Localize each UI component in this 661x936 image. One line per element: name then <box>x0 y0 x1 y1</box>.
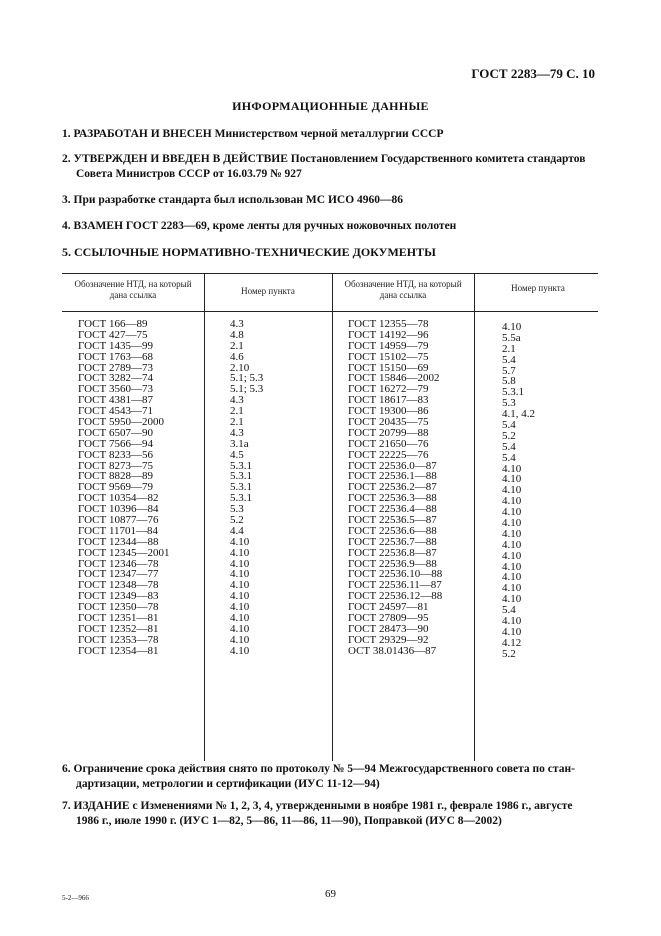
table-cell-doc: ГОСТ 10354—82 <box>78 492 159 505</box>
right-doc-column <box>348 319 442 657</box>
item-4: 4. ВЗАМЕН ГОСТ 2283—69, кроме ленты для ручных ножовочных полотен <box>62 220 457 232</box>
table-cell-point: 4.10 <box>502 527 522 540</box>
table-cell-doc: ГОСТ 10877—76 <box>78 514 159 527</box>
table-cell-doc: ГОСТ 15102—75 <box>348 350 429 363</box>
table-cell-doc: ГОСТ 20799—88 <box>348 426 429 439</box>
table-cell-point: 2.1 <box>230 405 244 418</box>
item-1: 1. РАЗРАБОТАН И ВНЕСЕН Министерством черной металлургии СССР <box>62 128 444 140</box>
table-cell-point: 5.3.1 <box>502 386 524 399</box>
table-cell-doc: ОСТ 38.01436—87 <box>348 644 437 657</box>
table-cell-doc: ГОСТ 22536.5—87 <box>348 514 437 527</box>
table-cell-doc: ГОСТ 4543—71 <box>78 405 153 418</box>
table-cell-doc: ГОСТ 14959—79 <box>348 339 429 352</box>
table-cell-doc: ГОСТ 20435—75 <box>348 416 429 429</box>
table-cell-doc: ГОСТ 12353—78 <box>78 633 159 646</box>
document-code-header: ГОСТ 2283—79 С. 10 <box>471 66 595 81</box>
table-cell-point: 4.6 <box>230 350 244 363</box>
table-cell-doc: ГОСТ 18617—83 <box>348 394 429 407</box>
table-cell-doc: ГОСТ 8828—89 <box>78 470 153 483</box>
table-cell-doc: ГОСТ 22536.0—87 <box>348 459 437 472</box>
table-top-rule <box>62 273 598 274</box>
section-title: ИНФОРМАЦИОННЫЕ ДАННЫЕ <box>232 99 429 113</box>
table-cell-doc: ГОСТ 12344—88 <box>78 535 159 548</box>
table-cell-point: 3.1а <box>230 437 249 450</box>
table-cell-point: 4.10 <box>502 549 522 562</box>
table-cell-point: 4.10 <box>502 517 522 530</box>
table-header-rule <box>62 311 598 312</box>
table-cell-doc: ГОСТ 9569—79 <box>78 481 153 494</box>
table-cell-point: 5.2 <box>502 429 516 442</box>
item-2: 2. УТВЕРЖДЕН И ВВЕДЕН В ДЕЙСТВИЕ Постановлением Государственного комитета стандартов Совета Министров СССР от 16.03.79 № 927 <box>62 153 586 180</box>
table-cell-point: 5.4 <box>502 419 516 432</box>
table-cell-point: 4.1, 4.2 <box>502 408 535 421</box>
table-cell-doc: ГОСТ 1435—99 <box>78 339 153 352</box>
table-cell-point: 4.10 <box>502 321 522 333</box>
table-cell-point: 4.10 <box>502 462 522 475</box>
right-point-column <box>502 322 535 660</box>
table-cell-doc: ГОСТ 22225—76 <box>348 448 429 461</box>
table-cell-doc: ГОСТ 16272—79 <box>348 383 429 396</box>
table-cell-doc: ГОСТ 12347—77 <box>78 568 159 581</box>
table-cell-doc: ГОСТ 5950—2000 <box>78 416 164 429</box>
table-cell-point: 4.10 <box>502 593 522 606</box>
table-cell-point: 4.10 <box>502 615 522 628</box>
table-cell-doc: ГОСТ 166—89 <box>78 318 148 330</box>
left-point-column <box>230 319 263 657</box>
table-cell-point: 2.1 <box>230 339 244 352</box>
table-cell-point: 5.5а <box>502 331 521 344</box>
header-point-left: Номер пункта <box>241 286 295 296</box>
table-cell-doc: ГОСТ 22536.11—87 <box>348 579 442 592</box>
table-cell-doc: ГОСТ 3282—74 <box>78 372 153 385</box>
table-cell-doc: ГОСТ 4381—87 <box>78 394 153 407</box>
table-cell-point: 4.10 <box>502 582 522 595</box>
table-cell-point: 5.4 <box>502 604 516 617</box>
table-cell-point: 4.10 <box>502 495 522 508</box>
table-cell-doc: ГОСТ 8233—56 <box>78 448 153 461</box>
table-cell-doc: ГОСТ 15846—2002 <box>348 372 440 385</box>
table-cell-point: 2.1 <box>502 342 516 355</box>
table-cell-point: 4.10 <box>230 633 250 646</box>
table-cell-point: 4.10 <box>502 625 522 638</box>
table-cell-doc: ГОСТ 6507—90 <box>78 426 153 439</box>
table-cell-point: 5.3.1 <box>230 492 252 505</box>
table-cell-doc: ГОСТ 21650—76 <box>348 437 429 450</box>
table-cell-doc: ГОСТ 22536.9—88 <box>348 557 437 570</box>
column-divider <box>332 273 333 761</box>
table-cell-point: 4.10 <box>230 590 250 603</box>
table-cell-doc: ГОСТ 27809—95 <box>348 612 429 625</box>
item-5: 5. ССЫЛОЧНЫЕ НОРМАТИВНО-ТЕХНИЧЕСКИЕ ДОКУМЕНТЫ <box>62 245 436 259</box>
table-cell-doc: ГОСТ 427—75 <box>78 328 148 341</box>
table-cell-doc: ГОСТ 22536.12—88 <box>348 590 443 603</box>
table-cell-point: 4.10 <box>230 546 250 559</box>
table-cell-point: 2.1 <box>230 416 244 429</box>
table-cell-point: 4.4 <box>230 524 244 537</box>
column-divider <box>204 273 205 761</box>
table-cell-doc: ГОСТ 22536.10—88 <box>348 568 443 581</box>
table-cell-point: 4.10 <box>230 612 250 625</box>
table-cell-point: 4.5 <box>230 448 244 461</box>
table-cell-point: 4.10 <box>502 473 522 486</box>
table-cell-point: 4.3 <box>230 394 244 407</box>
table-cell-doc: ГОСТ 12346—78 <box>78 557 159 570</box>
table-cell-point: 5.3 <box>230 503 244 516</box>
table-cell-point: 4.10 <box>502 506 522 519</box>
table-cell-point: 5.3 <box>502 397 516 410</box>
table-cell-point: 5.4 <box>502 451 516 464</box>
table-cell-point: 5.4 <box>502 440 516 453</box>
table-cell-doc: ГОСТ 12349—83 <box>78 590 159 603</box>
table-cell-doc: ГОСТ 7566—94 <box>78 437 153 450</box>
table-cell-doc: ГОСТ 22536.7—88 <box>348 535 437 548</box>
table-cell-point: 4.10 <box>502 484 522 497</box>
table-cell-doc: ГОСТ 22536.6—88 <box>348 524 437 537</box>
table-cell-point: 4.10 <box>230 622 250 635</box>
table-cell-doc: ГОСТ 2789—73 <box>78 361 153 374</box>
table-cell-point: 4.8 <box>230 328 244 341</box>
table-cell-doc: ГОСТ 12352—81 <box>78 622 159 635</box>
table-cell-doc: ГОСТ 22536.3—88 <box>348 492 437 505</box>
table-cell-doc: ГОСТ 8273—75 <box>78 459 153 472</box>
table-cell-doc: ГОСТ 12348—78 <box>78 579 159 592</box>
table-cell-doc: ГОСТ 12350—78 <box>78 601 159 614</box>
table-cell-point: 5.2 <box>502 647 516 660</box>
table-cell-point: 5.1; 5.3 <box>230 372 264 385</box>
table-cell-point: 4.10 <box>230 579 250 592</box>
table-cell-point: 4.3 <box>230 426 244 439</box>
header-doc-right: Обозначение НТД, на который дана ссылка <box>344 279 462 300</box>
table-cell-doc: ГОСТ 11701—84 <box>78 524 159 537</box>
table-cell-point: 5.3.1 <box>230 459 252 472</box>
table-cell-doc: ГОСТ 24597—81 <box>348 601 429 614</box>
table-cell-point: 4.10 <box>230 557 250 570</box>
left-doc-column <box>78 319 169 657</box>
table-cell-doc: ГОСТ 12345—2001 <box>78 546 170 559</box>
table-cell-point: 5.7 <box>502 364 516 377</box>
table-cell-point: 5.2 <box>230 514 244 527</box>
item-7: 7. ИЗДАНИЕ с Изменениями № 1, 2, 3, 4, утвержденными в ноябре 1981 г., феврале 1986 г., августе 1986 г., июле 1990 г. (ИУС 1—82, 5—86, 11—86, 11—90), Поправкой (ИУС 8—2002) <box>62 800 573 827</box>
table-cell-doc: ГОСТ 14192—96 <box>348 328 429 341</box>
table-cell-doc: ГОСТ 3560—73 <box>78 383 153 396</box>
table-cell-doc: ГОСТ 22536.2—87 <box>348 481 437 494</box>
item-3: 3. При разработке стандарта был использован МС ИСО 4960—86 <box>62 194 404 206</box>
table-cell-doc: ГОСТ 15150—69 <box>348 361 429 374</box>
table-cell-point: 4.10 <box>230 535 250 548</box>
table-cell-point: 5.8 <box>502 375 516 388</box>
table-cell-point: 4.10 <box>230 601 250 614</box>
table-cell-doc: ГОСТ 1763—68 <box>78 350 153 363</box>
table-cell-point: 4.10 <box>502 538 522 551</box>
table-cell-point: 5.4 <box>502 353 516 366</box>
item-6: 6. Ограничение срока действия снято по протоколу № 5—94 Межгосударственного совета по стан- дартизации, метрологии и сертификации (ИУС 11-12—94) <box>62 763 575 790</box>
table-cell-point: 5.1; 5.3 <box>230 383 264 396</box>
table-cell-point: 4.10 <box>502 571 522 584</box>
table-cell-doc: ГОСТ 12355—78 <box>348 318 429 330</box>
table-cell-doc: ГОСТ 22536.1—88 <box>348 470 437 483</box>
table-cell-doc: ГОСТ 12351—81 <box>78 612 159 625</box>
table-cell-point: 4.12 <box>502 636 522 649</box>
table-cell-doc: ГОСТ 10396—84 <box>78 503 159 516</box>
table-cell-point: 4.10 <box>230 644 250 657</box>
table-cell-doc: ГОСТ 22536.8—87 <box>348 546 437 559</box>
table-cell-doc: ГОСТ 28473—90 <box>348 622 429 635</box>
table-cell-point: 5.3.1 <box>230 481 252 494</box>
table-cell-point: 4.10 <box>502 560 522 573</box>
page-number: 69 <box>325 888 336 900</box>
print-code: 5-2—966 <box>62 894 89 902</box>
header-doc-left: Обозначение НТД, на который дана ссылка <box>74 279 192 300</box>
table-cell-point: 4.3 <box>230 318 244 330</box>
table-cell-doc: ГОСТ 12354—81 <box>78 644 159 657</box>
table-cell-point: 5.3.1 <box>230 470 252 483</box>
table-cell-point: 4.10 <box>230 568 250 581</box>
table-cell-doc: ГОСТ 22536.4—88 <box>348 503 437 516</box>
table-cell-doc: ГОСТ 29329—92 <box>348 633 429 646</box>
column-divider <box>474 273 475 761</box>
table-cell-point: 2.10 <box>230 361 250 374</box>
table-cell-doc: ГОСТ 19300—86 <box>348 405 429 418</box>
header-point-right: Номер пункта <box>511 283 565 293</box>
